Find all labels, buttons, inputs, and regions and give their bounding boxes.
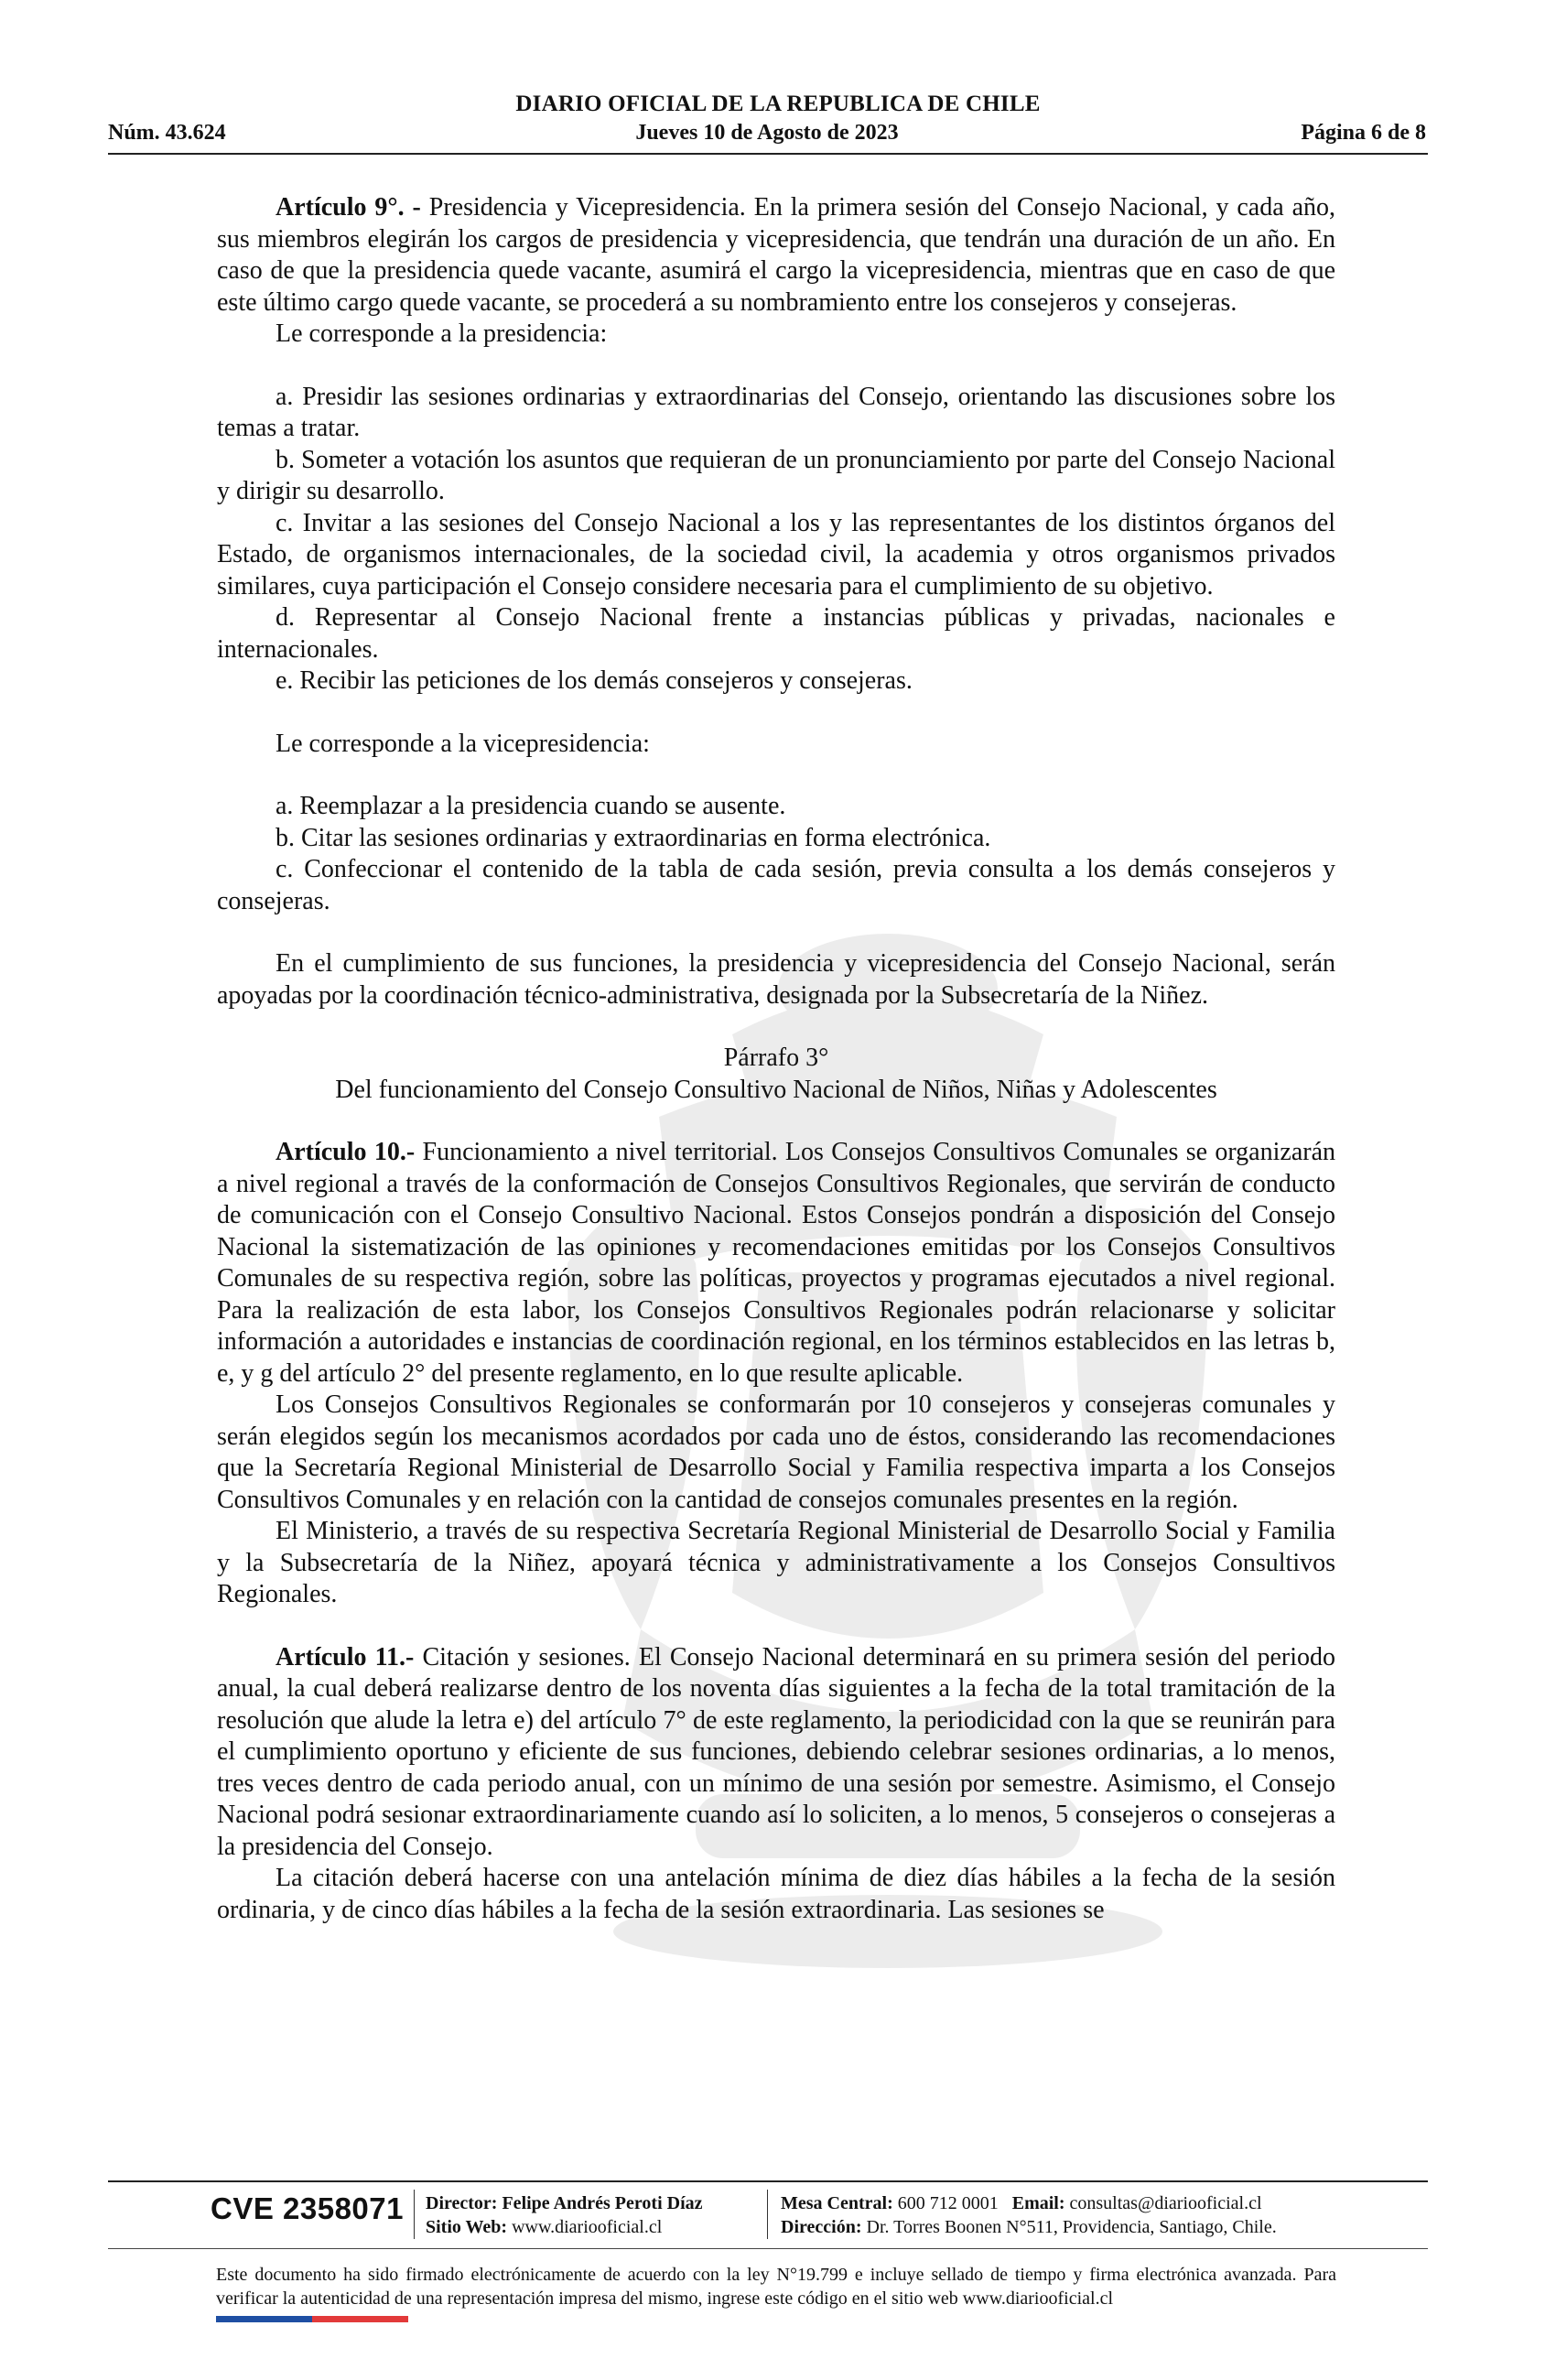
footer-divider: [108, 2180, 1428, 2182]
flag-segment: [361, 2316, 409, 2322]
page-indicator: Página 6 de 8: [1301, 121, 1426, 145]
list-item: d. Representar al Consejo Nacional frente a instancias públicas y privadas, nacionales e internacionales.: [217, 603, 1335, 664]
spacer: [217, 351, 1335, 382]
section-subtitle: Del funcionamiento del Consejo Consultivo Nacional de Niños, Niñas y Adolescentes: [335, 1075, 1217, 1104]
list-item: b. Citar las sesiones ordinarias y extraordinarias en forma electrónica.: [276, 823, 991, 852]
list-item: b. Someter a votación los asuntos que requieran de un pronunciamiento por parte del Consejo Nacional y dirigir su desarrollo.: [217, 445, 1335, 505]
director-label: Director:: [426, 2193, 498, 2213]
article-11: [217, 1642, 1335, 1864]
email-link[interactable]: consultas@diariooficial.cl: [1069, 2193, 1262, 2213]
phone-label: Mesa Central:: [781, 2193, 893, 2213]
header-row: [108, 121, 1426, 150]
signature-notice: Este documento ha sido firmado electrónicamente de acuerdo con la ley N°19.799 e incluye sellado de tiempo y firma electrónica avanzada. Para verificar la autenticidad de una representación impresa del mismo, ingrese este código en el sitio web www.diariooficial.cl: [216, 2265, 1336, 2309]
header-divider: [108, 153, 1428, 155]
presidency-intro: Le corresponde a la presidencia:: [276, 319, 608, 348]
spacer: [217, 1106, 1335, 1137]
footer-separator: [767, 2190, 768, 2239]
list-item: e. Recibir las peticiones de los demás consejeros y consejeras.: [276, 666, 913, 695]
paragraph: La citación deberá hacerse con una antelación mínima de diez días hábiles a la fecha de la sesión ordinaria, y de cinco días hábiles a la fecha de la sesión extraordinaria. Las sesiones se: [217, 1864, 1335, 1924]
article-10: [217, 1137, 1335, 1390]
footer-publisher-info: [426, 2191, 703, 2239]
address: Dr. Torres Boonen N°511, Providencia, Santiago, Chile.: [866, 2217, 1277, 2237]
issue-number: Núm. 43.624: [108, 121, 226, 145]
website-label: Sitio Web:: [426, 2217, 508, 2237]
email-label: Email:: [1011, 2193, 1065, 2213]
article-heading: Artículo 9°. -: [276, 193, 421, 222]
gazette-title: DIARIO OFICIAL DE LA REPUBLICA DE CHILE: [515, 92, 1041, 116]
article-text: Citación y sesiones. El Consejo Nacional determinará en su primera sesión del periodo anual, la cual deberá realizarse dentro de los noventa días siguientes a la fecha de la total tramitación de la resolución que alude la letra e) del artículo 7° de este reglamento, la periodicidad con la que se reunirán para el cumplimiento oportuno y eficiente de sus funciones, debiendo celebrar sesiones ordinarias, a lo menos, tres veces dentro de cada periodo anual, con un mínimo de una sesión por semestre. Asimismo, el Consejo Nacional podrá sesionar extraordinariamente cuando así lo soliciten, a lo menos, 5 consejeros o consejeras a la presidencia del Consejo.: [217, 1642, 1336, 1861]
article-heading: Artículo 11.-: [276, 1642, 415, 1671]
spacer: [217, 917, 1335, 948]
address-label: Dirección:: [781, 2217, 862, 2237]
footer-separator: [414, 2190, 415, 2239]
list-item: a. Reemplazar a la presidencia cuando se ausente.: [276, 792, 786, 820]
list-item: a. Presidir las sesiones ordinarias y extraordinarias del Consejo, orientando las discusiones sobre los temas a tratar.: [217, 382, 1335, 442]
cve-code: CVE 2358071: [211, 2191, 404, 2225]
vice-presidency-intro: Le corresponde a la vicepresidencia:: [276, 729, 650, 758]
issue-date: Jueves 10 de Agosto de 2023: [635, 121, 899, 145]
paragraph: Los Consejos Consultivos Regionales se conformarán por 10 consejeros y consejeras comunales y serán elegidos según los mecanismos acordados por cada uno de éstos, considerando las recomendaciones que la Secretaría Regional Ministerial de Desarrollo Social y Familia respectiva imparta a los Consejos Consultivos Comunales y en relación con la cantidad de consejos comunales presentes en la región.: [217, 1390, 1335, 1514]
flag-segment: [216, 2316, 265, 2322]
list-item: c. Invitar a las sesiones del Consejo Nacional a los y las representantes de los distintos órganos del Estado, de organismos internacionales, de la sociedad civil, la academia y otros organismos privados similares, cuya participación el Consejo considere necesaria para el cumplimiento de su objetivo.: [217, 508, 1335, 600]
spacer: [217, 1611, 1335, 1642]
support-paragraph: En el cumplimiento de sus funciones, la presidencia y vicepresidencia del Consejo Nacional, serán apoyadas por la coordinación técnico-administrativa, designada por la Subsecretaría de la Niñez.: [217, 949, 1335, 1010]
list-item: c. Confeccionar el contenido de la tabla de cada sesión, previa consulta a los demás consejeros y consejeras.: [217, 855, 1335, 915]
website-link[interactable]: www.diariooficial.cl: [512, 2217, 663, 2237]
phone-number: 600 712 0001: [897, 2193, 999, 2213]
flag-segment: [312, 2316, 361, 2322]
director-name: Felipe Andrés Peroti Díaz: [502, 2193, 703, 2213]
article-text: Funcionamiento a nivel territorial. Los Consejos Consultivos Comunales se organizarán a nivel regional a través de la conformación de Consejos Consultivos Regionales, que servirán de conducto de comunicación con el Consejo Consultivo Nacional. Estos Consejos pondrán a disposición del Consejo Nacional la sistematización de las opiniones y recomendaciones emitidas por los Consejos Consultivos Comunales de su respectiva región, sobre las políticas, proyectos y programas ejecutados a nivel regional. Para la realización de esta labor, los Consejos Consultivos Regionales podrán relacionarse y solicitar información a autoridades e instancias de coordinación regional, en los términos establecidos en las letras b, e, y g del artículo 2° del presente reglamento, en lo que resulte aplicable.: [217, 1138, 1335, 1388]
section-title: Párrafo 3°: [723, 1044, 829, 1072]
spacer: [217, 760, 1335, 791]
article-9: [217, 192, 1335, 319]
flag-stripe: [216, 2316, 408, 2322]
spacer: [217, 1012, 1335, 1043]
paragraph: El Ministerio, a través de su respectiva Secretaría Regional Ministerial de Desarrollo Social y Familia y la Subsecretaría de la Niñez, apoyará técnica y administrativamente a los Consejos Consultivos Regionales.: [217, 1517, 1335, 1608]
document-body: [217, 192, 1335, 1926]
flag-segment: [265, 2316, 313, 2322]
article-heading: Artículo 10.-: [276, 1138, 416, 1166]
footer-contact-info: [781, 2191, 1277, 2239]
spacer: [217, 698, 1335, 729]
footer-divider: [108, 2248, 1428, 2249]
article-text: Presidencia y Vicepresidencia. En la primera sesión del Consejo Nacional, y cada año, sus miembros elegirán los cargos de presidencia y vicepresidencia, que tendrán una duración de un año. En caso de que la presidencia quede vacante, asumirá el cargo la vicepresidencia, mientras que en caso de que este último cargo quede vacante, se procederá a su nombramiento entre los consejeros y consejeras.: [217, 193, 1335, 317]
